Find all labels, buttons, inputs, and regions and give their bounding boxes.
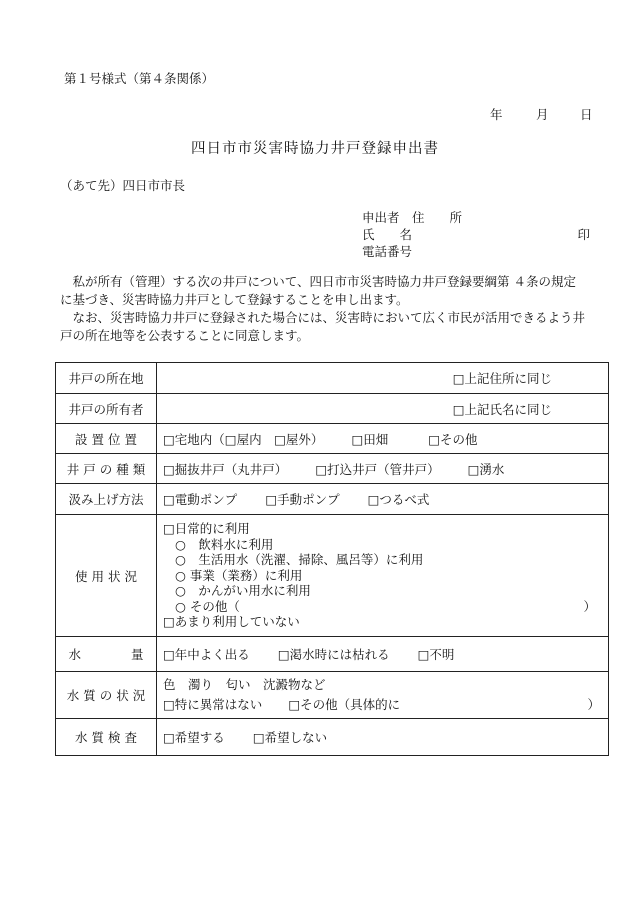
checkbox-unknown[interactable]: □不明 [417, 647, 455, 662]
cell-inspection [157, 719, 609, 756]
seal-mark: 印 [577, 227, 590, 242]
row-inspection [56, 719, 609, 756]
radio-drinking[interactable]: ○ 飲料水に利用 [175, 536, 274, 552]
label-type: 井 戸 の 種 類 [56, 454, 157, 484]
radio-irrigation[interactable]: ○ かんがい用水に利用 [175, 583, 311, 599]
checkbox-no-inspection[interactable]: □希望しない [252, 730, 328, 745]
checkbox-position-other[interactable]: □その他 [428, 431, 478, 447]
row-location [56, 363, 609, 394]
label-quality: 水 質 の 状 況 [56, 672, 157, 719]
cell-owner [157, 394, 609, 424]
checkbox-farmland[interactable]: □田畑 [351, 431, 389, 447]
row-owner [56, 394, 609, 424]
label-location: 井戸の所在地 [56, 363, 157, 394]
label-volume: 水 量 [56, 637, 157, 672]
registration-table [55, 362, 609, 756]
row-volume [56, 637, 609, 672]
cell-pump [157, 484, 609, 515]
cell-location [157, 363, 609, 394]
checkbox-quality-other[interactable]: □その他（具体的に [288, 697, 401, 712]
radio-usage-other[interactable] [163, 599, 602, 615]
checkbox-well-bucket[interactable]: □つるべ式 [367, 492, 430, 507]
checkbox-wants-inspection[interactable]: □希望する [163, 730, 225, 745]
date-line [490, 105, 593, 123]
cell-quality [157, 672, 609, 719]
cell-type [157, 454, 609, 484]
checkbox-no-abnormality[interactable]: □特に異常はない [163, 697, 263, 712]
applicant-phone-label: 電話番号 [362, 244, 413, 259]
checkbox-same-name[interactable]: □上記氏名に同じ [452, 401, 552, 417]
row-usage [56, 515, 609, 637]
row-quality [56, 672, 609, 719]
quality-other-close: ） [587, 697, 600, 712]
usage-other-open: ○ その他（ [175, 598, 240, 614]
label-pump: 汲み上げ方法 [56, 484, 157, 515]
checkbox-dug-well[interactable]: □掘抜井戸（丸井戸） [163, 461, 288, 477]
applicant-name-row [362, 225, 590, 243]
date-day: 日 [580, 107, 593, 122]
form-number: 第１号様式（第４条関係） [64, 71, 215, 86]
label-position: 設 置 位 置 [56, 424, 157, 454]
checkbox-electric-pump[interactable]: □電動ポンプ [163, 492, 238, 507]
checkbox-driven-well[interactable]: □打込井戸（管井戸） [315, 461, 440, 477]
checkbox-year-round[interactable]: □年中よく出る [163, 647, 250, 662]
cell-usage [157, 515, 609, 637]
cell-volume [157, 637, 609, 672]
consent-paragraph: なお、災害時協力井戸に登録された場合には、災害時において広く市民が活用できるよう井戸の所在地等を公表することに同意します。 [60, 310, 586, 343]
addressee: （あて先）四日市市長 [60, 178, 186, 193]
date-year: 年 [490, 107, 503, 122]
label-inspection: 水 質 検 査 [56, 719, 157, 756]
usage-other-close: ） [583, 598, 596, 614]
applicant-address-label: 申出者 住 所 [362, 210, 463, 225]
checkbox-daily-use[interactable]: □日常的に利用 [163, 520, 250, 536]
document-title: 四日市市災害時協力井戸登録申出書 [191, 141, 439, 157]
date-month: 月 [536, 107, 549, 122]
checkbox-spring[interactable]: □湧水 [467, 461, 505, 477]
checkbox-dries-up[interactable]: □渇水時には枯れる [277, 647, 390, 662]
label-usage: 使 用 状 況 [56, 515, 157, 637]
checkbox-rarely-used[interactable]: □あまり利用していない [163, 614, 300, 630]
declaration-paragraph: 私が所有（管理）する次の井戸について、四日市市災害時協力井戸登録要綱第 ４条の規定に基づき、災害時協力井戸として登録することを申し出ます。 [60, 274, 576, 307]
applicant-name-label: 氏 名 [362, 227, 413, 242]
row-pump [56, 484, 609, 515]
checkbox-residential[interactable]: □宅地内（□屋内 □屋外） [163, 431, 324, 447]
row-type [56, 454, 609, 484]
cell-position [157, 424, 609, 454]
quality-aspects: 色 濁り 匂い 沈澱物など [163, 677, 326, 692]
radio-business[interactable]: ○ 事業（業務）に利用 [175, 567, 303, 583]
radio-household[interactable]: ○ 生活用水（洗濯、掃除、風呂等）に利用 [175, 552, 424, 568]
checkbox-hand-pump[interactable]: □手動ポンプ [265, 492, 340, 507]
row-position [56, 424, 609, 454]
checkbox-same-address[interactable]: □上記住所に同じ [452, 371, 552, 386]
label-owner: 井戸の所有者 [56, 394, 157, 424]
quality-options [163, 695, 602, 715]
